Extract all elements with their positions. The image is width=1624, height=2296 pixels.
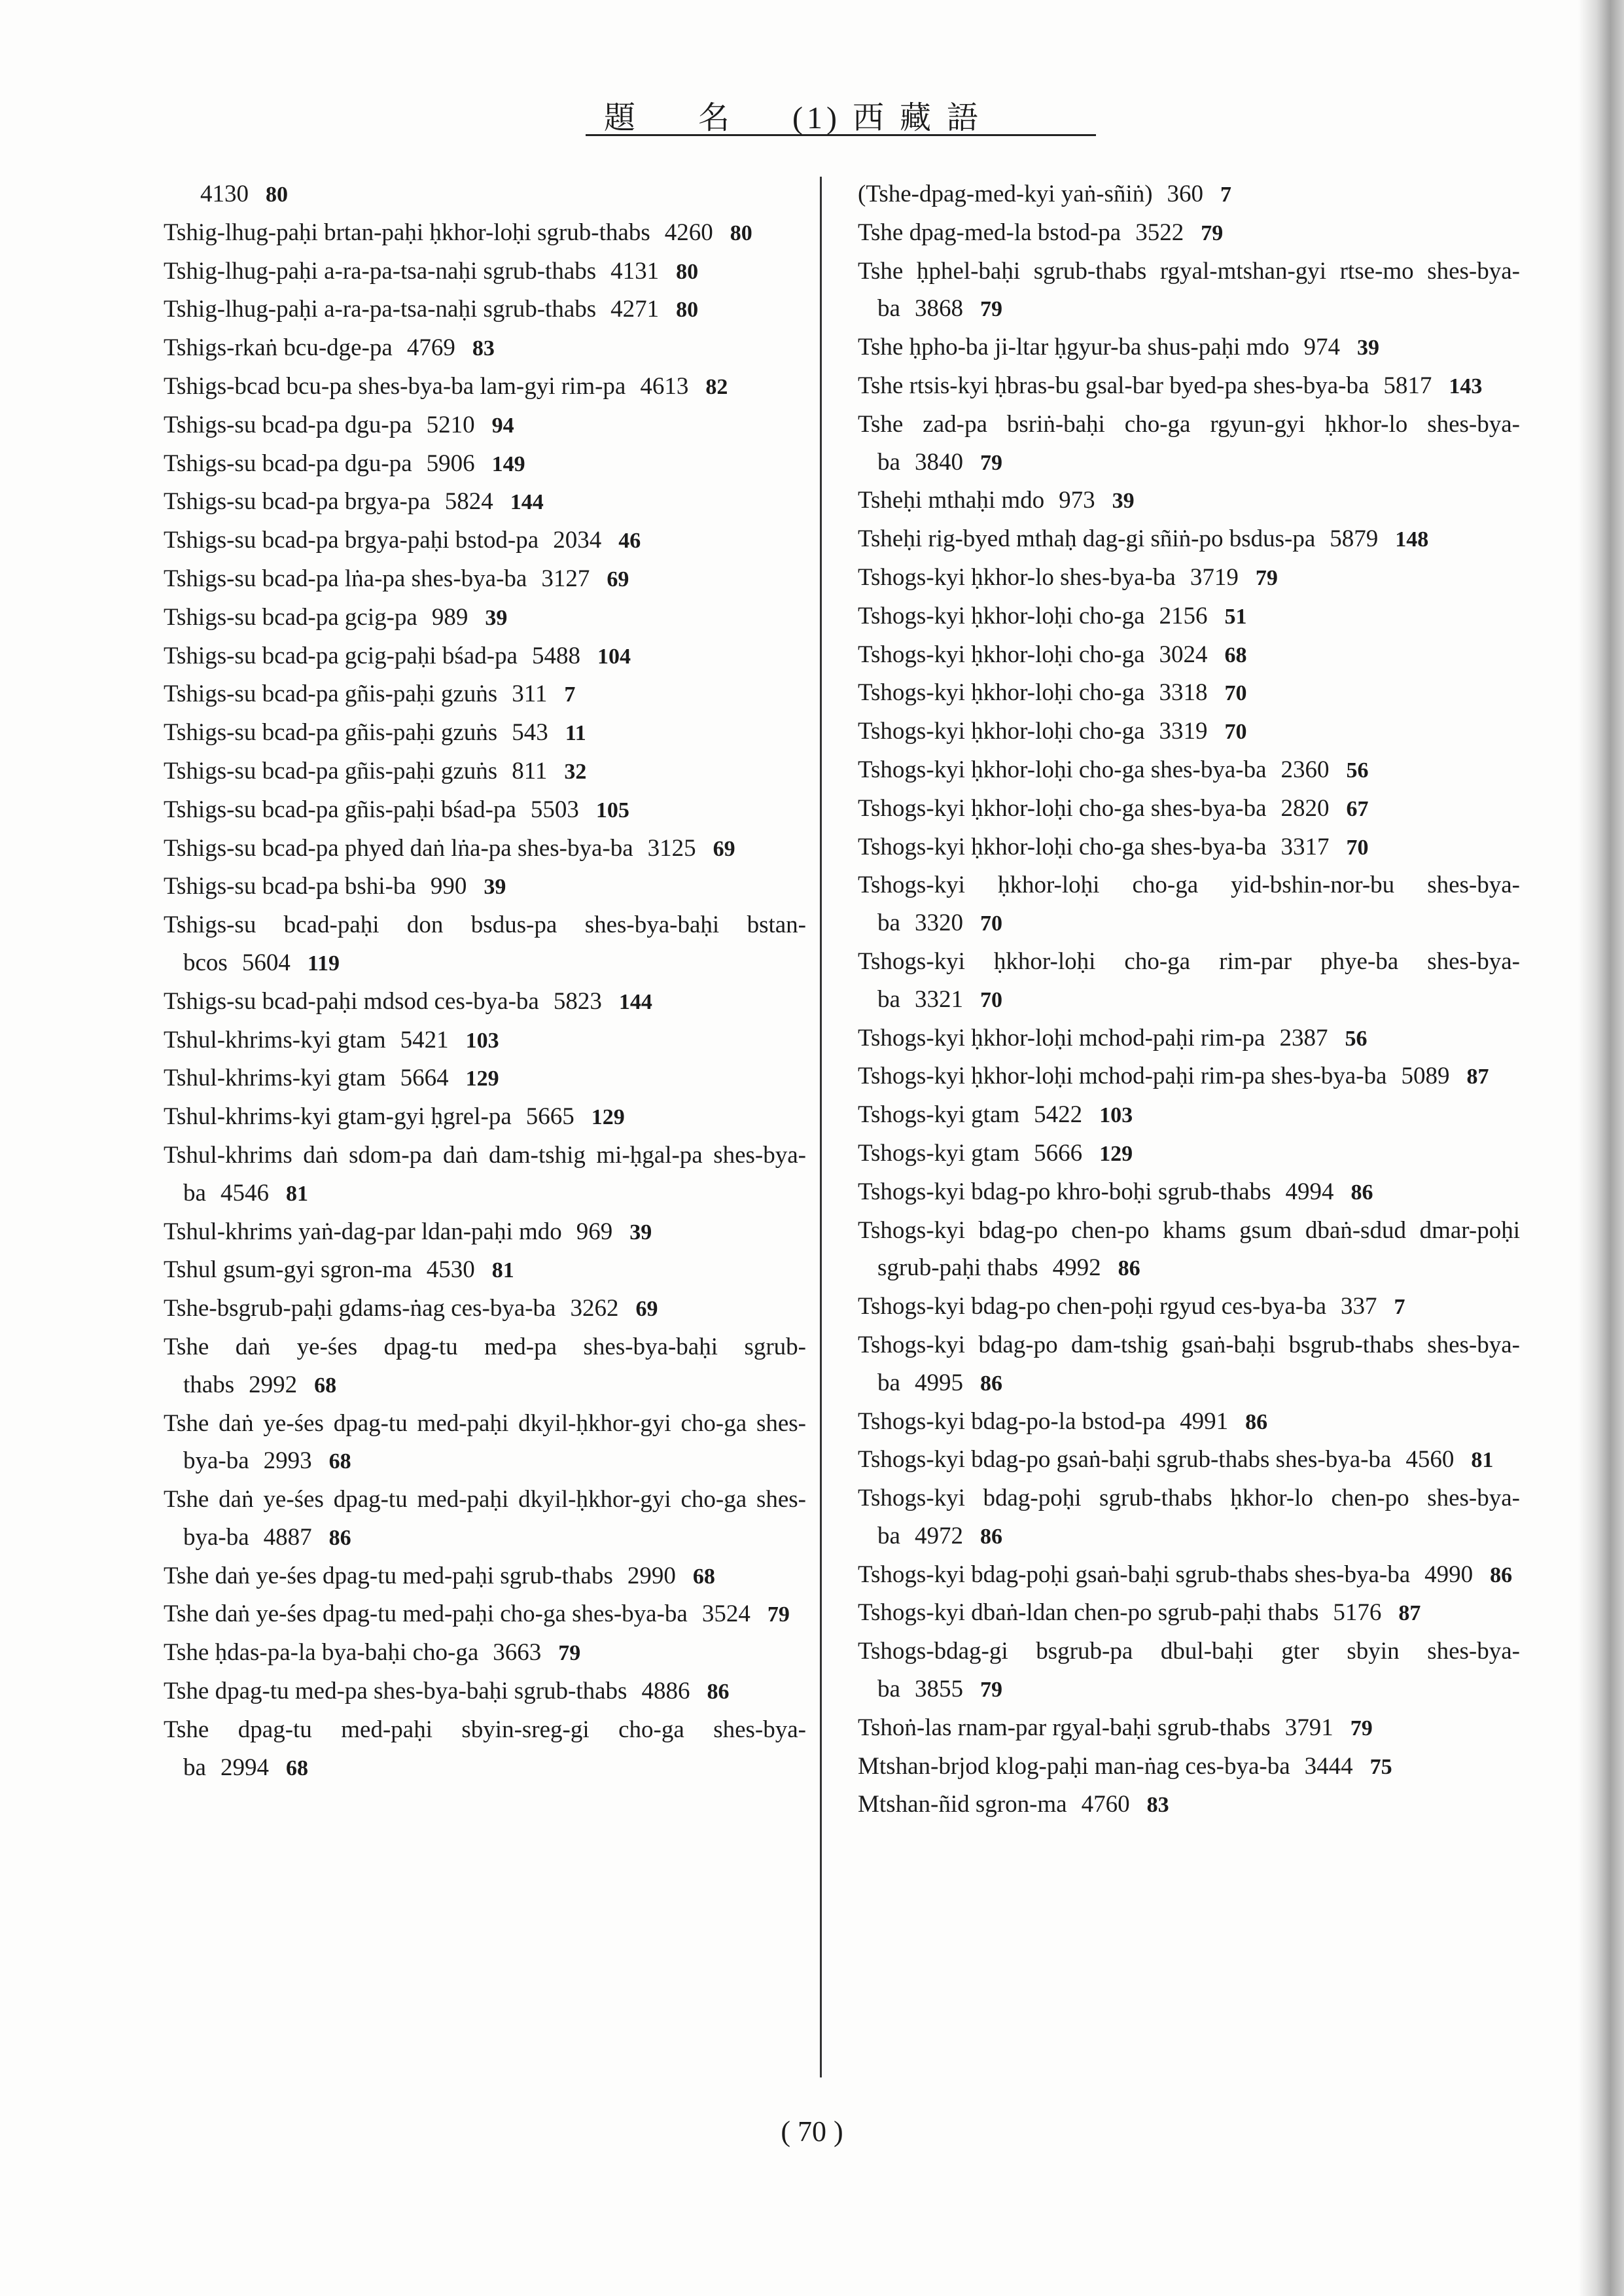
index-entry — [839, 1441, 1520, 1479]
entry-page: 70 — [980, 911, 1002, 936]
entry-number: 5421 — [400, 1026, 449, 1053]
entry-number: 3868 — [914, 295, 963, 323]
entry-title: Tshigs-su bcad-pa phyed daṅ lṅa-pa shes-bya-ba — [164, 834, 633, 862]
entry-page: 56 — [1346, 758, 1369, 783]
entry-title: Tshe dpag-tu med-pa shes-bya-baḥi sgrub-thabs — [164, 1678, 627, 1705]
index-entry — [145, 791, 806, 830]
entry-page: 104 — [597, 644, 631, 669]
index-entry — [145, 291, 806, 329]
entry-title: Tshogs-kyi ḥkhor-loḥi cho-ga yid-bshin-nor-bu shes-bya-ba — [858, 872, 1520, 937]
entry-title: Tshigs-su bcad-pa brgya-pa — [164, 488, 431, 516]
entry-title: Tshogs-kyi ḥkhor-loḥi cho-ga — [858, 602, 1145, 629]
entry-number: 3524 — [701, 1600, 750, 1628]
entry-number: 5089 — [1401, 1063, 1450, 1090]
entry-title: Tshogs-kyi ḥkhor-lo shes-bya-ba — [858, 563, 1176, 591]
entry-title: Tshigs-su bcad-pa gcig-pa — [164, 603, 417, 631]
entry-number: 3444 — [1304, 1752, 1353, 1780]
entry-title: Tshogs-kyi ḥkhor-loḥi mchod-paḥi rim-pa — [858, 1024, 1265, 1051]
entry-page: 39 — [1112, 489, 1135, 514]
entry-title: Tshe daṅ ye-śes dpag-tu med-paḥi cho-ga shes-bya-ba — [164, 1600, 688, 1628]
entry-title: Tshigs-su bcad-pa bshi-ba — [164, 873, 416, 900]
index-entry — [839, 751, 1520, 790]
entry-number: 4994 — [1285, 1178, 1334, 1205]
entry-number: 4887 — [263, 1523, 312, 1551]
entry-number: 5823 — [553, 987, 602, 1015]
running-header — [586, 88, 1096, 136]
index-entry — [839, 1709, 1520, 1748]
index-entry — [839, 559, 1520, 597]
entry-page: 79 — [767, 1602, 790, 1627]
entry-title: Tshul-khrims daṅ sdom-pa daṅ dam-tshig mi-ḥgal-pa shes-bya-ba — [164, 1141, 806, 1207]
entry-page: 81 — [491, 1258, 514, 1283]
entry-title: Tshe daṅ ye-śes dpag-tu med-paḥi sgrub-thabs — [164, 1562, 613, 1589]
entry-page: 7 — [564, 682, 576, 707]
page-number: ( 70 ) — [781, 2115, 843, 2147]
index-entry — [839, 1135, 1520, 1173]
entry-number: 5824 — [444, 488, 493, 516]
entry-number: 311 — [512, 680, 548, 708]
header-subtitle: (1) 西 藏 語 — [792, 101, 983, 135]
entry-page: 105 — [595, 798, 629, 822]
index-entry — [839, 367, 1520, 406]
entry-title: Mtshan-brjod klog-paḥi man-ṅag ces-bya-ba — [858, 1752, 1290, 1780]
entry-number: 360 — [1167, 181, 1204, 207]
entry-number: 2994 — [220, 1754, 269, 1781]
entry-title: Tshe dpag-tu med-paḥi sbyin-sreg-gi cho-ga shes-bya-ba — [164, 1716, 806, 1781]
index-entry — [145, 329, 806, 368]
entry-number: 2820 — [1280, 794, 1330, 822]
entry-number: 3127 — [541, 565, 590, 592]
entry-number: 4769 — [406, 334, 455, 362]
index-entry — [145, 368, 806, 406]
entry-page: 79 — [1201, 221, 1224, 245]
entry-page: 86 — [980, 1371, 1002, 1396]
entry-title: Tshigs-su bcad-paḥi don bsdus-pa shes-bya-baḥi bstan-bcos — [164, 911, 806, 976]
entry-number: 4271 — [610, 296, 660, 323]
entry-title: Tshigs-su bcad-pa gcig-paḥi bśad-pa — [164, 642, 518, 669]
entry-title: Tshogs-kyi bdag-po chen-po khams gsum dbaṅ-sdud dmar-poḥi sgrub-paḥi thabs — [858, 1216, 1520, 1282]
entry-page: 82 — [705, 374, 728, 399]
entry-number: 3840 — [914, 448, 963, 476]
index-entry — [839, 1019, 1520, 1058]
entry-title: Tshogs-kyi ḥkhor-loḥi cho-ga shes-bya-ba — [858, 756, 1267, 783]
index-entry — [145, 1137, 806, 1213]
entry-page: 144 — [618, 989, 652, 1014]
entry-page: 70 — [980, 987, 1002, 1012]
scan-edge-shading — [1578, 0, 1624, 2296]
index-entry — [145, 406, 806, 445]
entry-page: 39 — [629, 1220, 652, 1245]
entry-title: Tshigs-su bcad-pa gñis-paḥi bśad-pa — [164, 796, 516, 823]
index-entry — [145, 1481, 806, 1557]
index-entry — [839, 1403, 1520, 1441]
entry-number: 4613 — [640, 372, 689, 400]
entry-page: 39 — [1356, 336, 1379, 361]
index-entry — [145, 483, 806, 521]
entry-title: Tshogs-kyi bdag-po dam-tshig gsaṅ-baḥi bsgrub-thabs shes-bya-ba — [858, 1331, 1520, 1396]
entry-page: 86 — [328, 1525, 351, 1550]
entry-page: 79 — [980, 1678, 1002, 1703]
entry-page: 68 — [314, 1373, 337, 1398]
entry-title: Tshig-lhug-paḥi a-ra-pa-tsa-naḥi sgrub-thabs — [164, 257, 597, 285]
entry-number: 5503 — [530, 796, 579, 823]
entry-number: 3317 — [1280, 833, 1330, 860]
entry-page: 7 — [1394, 1295, 1405, 1320]
entry-page: 68 — [285, 1756, 308, 1780]
entry-title: Tsheḥi rig-byed mthaḥ dag-gi sñiṅ-po bsdus-pa — [858, 525, 1316, 553]
entry-page: 75 — [1369, 1754, 1392, 1779]
entry-page: 86 — [1490, 1563, 1513, 1587]
entry-title: Tshe dpag-med-la bstod-pa — [858, 219, 1121, 246]
entry-number: 5879 — [1330, 525, 1379, 553]
entry-number: 2387 — [1279, 1024, 1328, 1051]
index-entry — [839, 482, 1520, 520]
index-entry — [839, 636, 1520, 675]
entry-title: Tshigs-su bcad-pa dgu-pa — [164, 411, 412, 438]
index-entry — [839, 1173, 1520, 1212]
entry-page: 67 — [1346, 796, 1369, 821]
entry-number: 5176 — [1333, 1599, 1382, 1627]
entry-page: 56 — [1345, 1026, 1368, 1051]
entry-page: 87 — [1466, 1065, 1489, 1089]
index-entry — [839, 943, 1520, 1019]
entry-number: 3321 — [914, 985, 963, 1013]
entry-title: Tshogs-kyi bdag-po khro-boḥi sgrub-thabs — [858, 1178, 1271, 1205]
entry-page: 86 — [1245, 1409, 1268, 1434]
entry-page: 79 — [1350, 1716, 1373, 1740]
entry-title: Tshogs-kyi ḥkhor-loḥi cho-ga — [858, 641, 1145, 668]
entry-title: Tshigs-su bcad-pa brgya-paḥi bstod-pa — [164, 527, 539, 554]
entry-number: 4992 — [1052, 1254, 1101, 1282]
entry-title: Tshogs-kyi bdag-poḥi gsaṅ-baḥi sgrub-thabs shes-bya-ba — [858, 1561, 1411, 1588]
index-entry — [839, 1212, 1520, 1288]
entry-page: 87 — [1398, 1601, 1421, 1626]
entry-number: 3262 — [570, 1295, 619, 1322]
entry-title: Tshogs-kyi ḥkhor-loḥi cho-ga — [858, 679, 1145, 707]
entry-title: Tshigs-su bcad-pa dgu-pa — [164, 450, 412, 477]
entry-title: Tshe daṅ ye-śes dpag-tu med-paḥi dkyil-ḥkhor-gyi cho-ga shes-bya-ba — [164, 1486, 806, 1551]
entry-number: 5665 — [525, 1103, 574, 1131]
entry-page: 69 — [607, 567, 629, 592]
index-entry — [145, 1711, 806, 1788]
entry-number: 3522 — [1135, 219, 1184, 246]
entry-number: 3320 — [914, 910, 963, 937]
index-entry — [145, 521, 806, 560]
entry-number: 4560 — [1405, 1446, 1455, 1474]
entry-page: 11 — [565, 721, 586, 746]
index-entry — [145, 1328, 806, 1405]
entry-title: Tshe ḥdas-pa-la bya-baḥi cho-ga — [164, 1639, 479, 1667]
entry-number: 2993 — [263, 1447, 312, 1475]
index-entry — [145, 214, 806, 253]
index-entry — [145, 714, 806, 752]
index-entry — [145, 1634, 806, 1672]
entry-page: 46 — [618, 529, 641, 554]
left-column — [145, 175, 806, 1787]
entry-number: 3125 — [647, 834, 696, 862]
index-entry — [839, 828, 1520, 867]
index-entry — [839, 1288, 1520, 1326]
entry-number: 4991 — [1180, 1407, 1229, 1435]
entry-title: Tshogs-kyi ḥkhor-loḥi mchod-paḥi rim-pa shes-bya-ba — [858, 1063, 1387, 1090]
index-entry — [839, 406, 1520, 482]
index-entry — [839, 1326, 1520, 1403]
entry-number: 4260 — [664, 219, 713, 246]
index-entry — [839, 1057, 1520, 1096]
entry-title: Tshogs-kyi gtam — [858, 1139, 1020, 1167]
index-entry — [145, 445, 806, 484]
entry-number: 5604 — [241, 949, 291, 976]
entry-page: 119 — [307, 951, 340, 976]
entry-number: 2992 — [249, 1371, 298, 1398]
entry-page: 68 — [692, 1564, 715, 1589]
entry-page: 81 — [285, 1181, 308, 1206]
index-entry — [839, 866, 1520, 943]
index-entry — [839, 1556, 1520, 1595]
entry-page: 68 — [328, 1449, 351, 1474]
index-entry — [145, 253, 806, 291]
column-divider — [820, 177, 822, 2077]
entry-number: 2156 — [1159, 602, 1208, 629]
index-entry — [145, 1290, 806, 1328]
entry-number: 974 — [1303, 334, 1340, 361]
entry-title: Tshigs-bcad bcu-pa shes-bya-ba lam-gyi rim-pa — [164, 372, 626, 400]
entry-title: Tshogs-kyi bdag-po gsaṅ-baḥi sgrub-thabs shes-bya-ba — [858, 1446, 1392, 1474]
entry-title: Tshogs-kyi dbaṅ-ldan chen-po sgrub-paḥi thabs — [858, 1599, 1319, 1627]
entry-number: 989 — [431, 603, 468, 631]
entry-page: 79 — [980, 450, 1002, 475]
entry-page: 129 — [1099, 1141, 1133, 1166]
entry-page: 86 — [707, 1680, 730, 1704]
entry-number: 3024 — [1159, 641, 1208, 668]
index-entry — [839, 1633, 1520, 1709]
index-entry — [145, 1405, 806, 1481]
entry-page: 39 — [485, 605, 508, 630]
entry-title: Tshe daṅ ye-śes dpag-tu med-paḥi dkyil-ḥkhor-gyi cho-ga shes-bya-ba — [164, 1409, 806, 1475]
index-entry — [839, 253, 1520, 329]
entry-number: 4130 — [200, 181, 249, 207]
entry-page: 83 — [1146, 1793, 1169, 1818]
entry-page: 80 — [266, 183, 288, 207]
entry-page: 32 — [564, 759, 587, 784]
entry-title: Tshogs-kyi ḥkhor-loḥi cho-ga — [858, 718, 1145, 745]
entry-number: 973 — [1059, 487, 1095, 514]
left-entry-list — [145, 214, 806, 1788]
entry-number: 2990 — [627, 1562, 676, 1589]
continued-entry — [145, 175, 806, 214]
entry-page: 103 — [465, 1028, 499, 1053]
index-entry — [145, 560, 806, 599]
entry-number: 990 — [430, 873, 467, 900]
entry-title: Tshogs-kyi bdag-po chen-poḥi rgyud ces-bya-ba — [858, 1293, 1326, 1320]
index-entry — [145, 906, 806, 983]
index-entry — [839, 790, 1520, 828]
entry-number: 3791 — [1284, 1714, 1333, 1741]
entry-page: 68 — [1224, 643, 1247, 667]
entry-number: 3319 — [1159, 718, 1208, 745]
entry-title: Tshul-khrims-kyi gtam — [164, 1065, 386, 1092]
entry-page: 70 — [1346, 835, 1369, 860]
entry-number: 5666 — [1034, 1139, 1083, 1167]
entry-number: 3719 — [1190, 563, 1239, 591]
entry-title: Tshig-lhug-paḥi a-ra-pa-tsa-naḥi sgrub-thabs — [164, 296, 597, 323]
entry-page: 79 — [980, 297, 1002, 322]
entry-title: Tshul-khrims-kyi gtam — [164, 1026, 386, 1053]
entry-title: Tshul-khrims-kyi gtam-gyi ḥgrel-pa — [164, 1103, 512, 1131]
entry-page: 80 — [730, 221, 752, 245]
entry-number: 5488 — [531, 642, 580, 669]
index-entry — [839, 1594, 1520, 1633]
entry-title: Tshigs-rkaṅ bcu-dge-pa — [164, 334, 393, 362]
entry-title: Tsheḥi mthaḥi mdo — [858, 487, 1045, 514]
entry-number: 4530 — [426, 1256, 475, 1284]
index-entry — [839, 328, 1520, 367]
entry-number: 4995 — [914, 1369, 963, 1396]
index-entry — [145, 983, 806, 1021]
entry-title: Tshe ḥpho-ba ji-ltar ḥgyur-ba shus-paḥi mdo — [858, 334, 1290, 361]
entry-page: 83 — [472, 336, 495, 361]
entry-number: 5817 — [1383, 372, 1432, 399]
index-entry — [145, 1059, 806, 1098]
entry-page: 86 — [1350, 1180, 1373, 1205]
entry-number: 4760 — [1081, 1791, 1130, 1818]
index-entry — [839, 1096, 1520, 1135]
entry-title: Tshigs-su bcad-pa lṅa-pa shes-bya-ba — [164, 565, 527, 592]
entry-number: 4131 — [610, 257, 660, 285]
entry-title: Tshogs-bdag-gi bsgrub-pa dbul-baḥi gter sbyin shes-bya-ba — [858, 1638, 1520, 1703]
right-column — [839, 175, 1520, 1824]
index-entry — [145, 1672, 806, 1711]
header-title-char-1: 題 — [604, 101, 640, 135]
entry-page: 51 — [1224, 604, 1247, 629]
entry-number: 2034 — [553, 527, 602, 554]
entry-page: 7 — [1220, 183, 1232, 207]
entry-page: 39 — [484, 875, 506, 900]
header-title-char-2: 名 — [698, 101, 734, 135]
entry-number: 4886 — [641, 1678, 690, 1705]
index-entry — [839, 520, 1520, 559]
header-text — [604, 92, 982, 137]
entry-page: 94 — [491, 413, 514, 438]
entry-number: 543 — [512, 719, 548, 747]
entry-title: Tshigs-su bcad-pa gñis-paḥi gzuṅs — [164, 719, 498, 747]
entry-number: 4990 — [1424, 1561, 1474, 1588]
right-entry-list — [839, 175, 1520, 1824]
index-entry — [145, 1098, 806, 1137]
entry-title: Tshe-bsgrub-paḥi gdams-ṅag ces-bya-ba — [164, 1295, 556, 1322]
entry-title: Tshul-khrims yaṅ-dag-par ldan-paḥi mdo — [164, 1218, 562, 1245]
index-entry — [145, 599, 806, 637]
entry-title: Tshigs-su bcad-paḥi mdsod ces-bya-ba — [164, 987, 539, 1015]
entry-page: 69 — [635, 1297, 658, 1322]
entry-title: Tshe zad-pa bsriṅ-baḥi cho-ga rgyun-gyi ḥkhor-lo shes-bya-ba — [858, 410, 1520, 476]
entry-title: Tshogs-kyi gtam — [858, 1101, 1020, 1129]
entry-title: Tshigs-su bcad-pa gñis-paḥi gzuṅs — [164, 680, 498, 708]
entry-page: 86 — [980, 1524, 1002, 1549]
entry-page: 79 — [558, 1641, 581, 1666]
entry-page: 80 — [676, 298, 699, 323]
index-entry — [145, 830, 806, 868]
entry-number: 337 — [1341, 1293, 1377, 1320]
entry-number: 3318 — [1159, 679, 1208, 707]
entry-title: Tshig-lhug-paḥi brtan-paḥi ḥkhor-loḥi sgrub-thabs — [164, 219, 650, 246]
index-entry — [839, 1748, 1520, 1786]
entry-title: (Tshe-dpag-med-kyi yaṅ-sñiṅ) — [858, 181, 1153, 207]
entry-number: 3663 — [493, 1639, 542, 1667]
index-entry — [839, 674, 1520, 713]
index-entry — [145, 675, 806, 714]
index-entry — [145, 752, 806, 791]
entry-page: 129 — [591, 1105, 625, 1130]
index-entry — [145, 637, 806, 676]
index-entry — [145, 1557, 806, 1596]
entry-number: 5422 — [1034, 1101, 1083, 1129]
entry-title: Tshoṅ-las rnam-par rgyal-baḥi sgrub-thabs — [858, 1714, 1271, 1741]
index-entry — [839, 597, 1520, 636]
entry-number: 4546 — [220, 1179, 269, 1207]
entry-number: 4972 — [914, 1522, 963, 1549]
entry-page: 81 — [1471, 1448, 1494, 1473]
entry-page: 103 — [1099, 1103, 1133, 1128]
entry-number: 5210 — [426, 411, 475, 438]
index-entry — [145, 1595, 806, 1634]
entry-title: Mtshan-ñid sgron-ma — [858, 1791, 1067, 1818]
index-entry — [839, 214, 1520, 253]
index-entry — [839, 713, 1520, 751]
entry-page: 69 — [713, 836, 735, 861]
entry-page: 86 — [1118, 1256, 1140, 1281]
entry-number: 969 — [576, 1218, 613, 1245]
entry-page: 149 — [491, 451, 525, 476]
entry-title: Tshe daṅ ye-śes dpag-tu med-pa shes-bya-baḥi sgrub-thabs — [164, 1333, 806, 1398]
entry-title: Tshul gsum-gyi sgron-ma — [164, 1256, 412, 1284]
index-entry — [839, 175, 1520, 214]
index-entry — [839, 1479, 1520, 1556]
entry-title: Tshogs-kyi bdag-po-la bstod-pa — [858, 1407, 1166, 1435]
entry-title: Tshogs-kyi ḥkhor-loḥi cho-ga shes-bya-ba — [858, 794, 1267, 822]
entry-title: Tshogs-kyi bdag-poḥi sgrub-thabs ḥkhor-lo chen-po shes-bya-ba — [858, 1485, 1520, 1549]
entry-title: Tshogs-kyi ḥkhor-loḥi cho-ga rim-par phye-ba shes-bya-ba — [858, 947, 1520, 1013]
entry-page: 129 — [465, 1067, 499, 1091]
entry-page: 79 — [1255, 565, 1278, 590]
entry-title: Tshe ḥphel-baḥi sgrub-thabs rgyal-mtshan-gyi rtse-mo shes-bya-ba — [858, 257, 1520, 323]
entry-page: 144 — [510, 490, 544, 515]
entry-number: 5664 — [400, 1065, 449, 1092]
entry-page: 148 — [1395, 527, 1429, 552]
entry-page: 70 — [1224, 681, 1247, 706]
index-entry — [145, 868, 806, 906]
entry-page: 70 — [1224, 720, 1247, 745]
entry-number: 5906 — [426, 450, 475, 477]
entry-title: Tshogs-kyi ḥkhor-loḥi cho-ga shes-bya-ba — [858, 833, 1267, 860]
entry-page: 143 — [1449, 374, 1483, 398]
index-entry — [145, 1021, 806, 1060]
entry-number: 2360 — [1280, 756, 1330, 783]
index-entry — [145, 1213, 806, 1252]
entry-title: Tshigs-su bcad-pa gñis-paḥi gzuṅs — [164, 757, 498, 785]
entry-number: 811 — [512, 757, 548, 785]
index-entry — [145, 1251, 806, 1290]
index-entry — [839, 1786, 1520, 1824]
entry-number: 3855 — [914, 1676, 963, 1703]
entry-page: 80 — [676, 259, 699, 284]
entry-title: Tshe rtsis-kyi ḥbras-bu gsal-bar byed-pa shes-bya-ba — [858, 372, 1369, 399]
